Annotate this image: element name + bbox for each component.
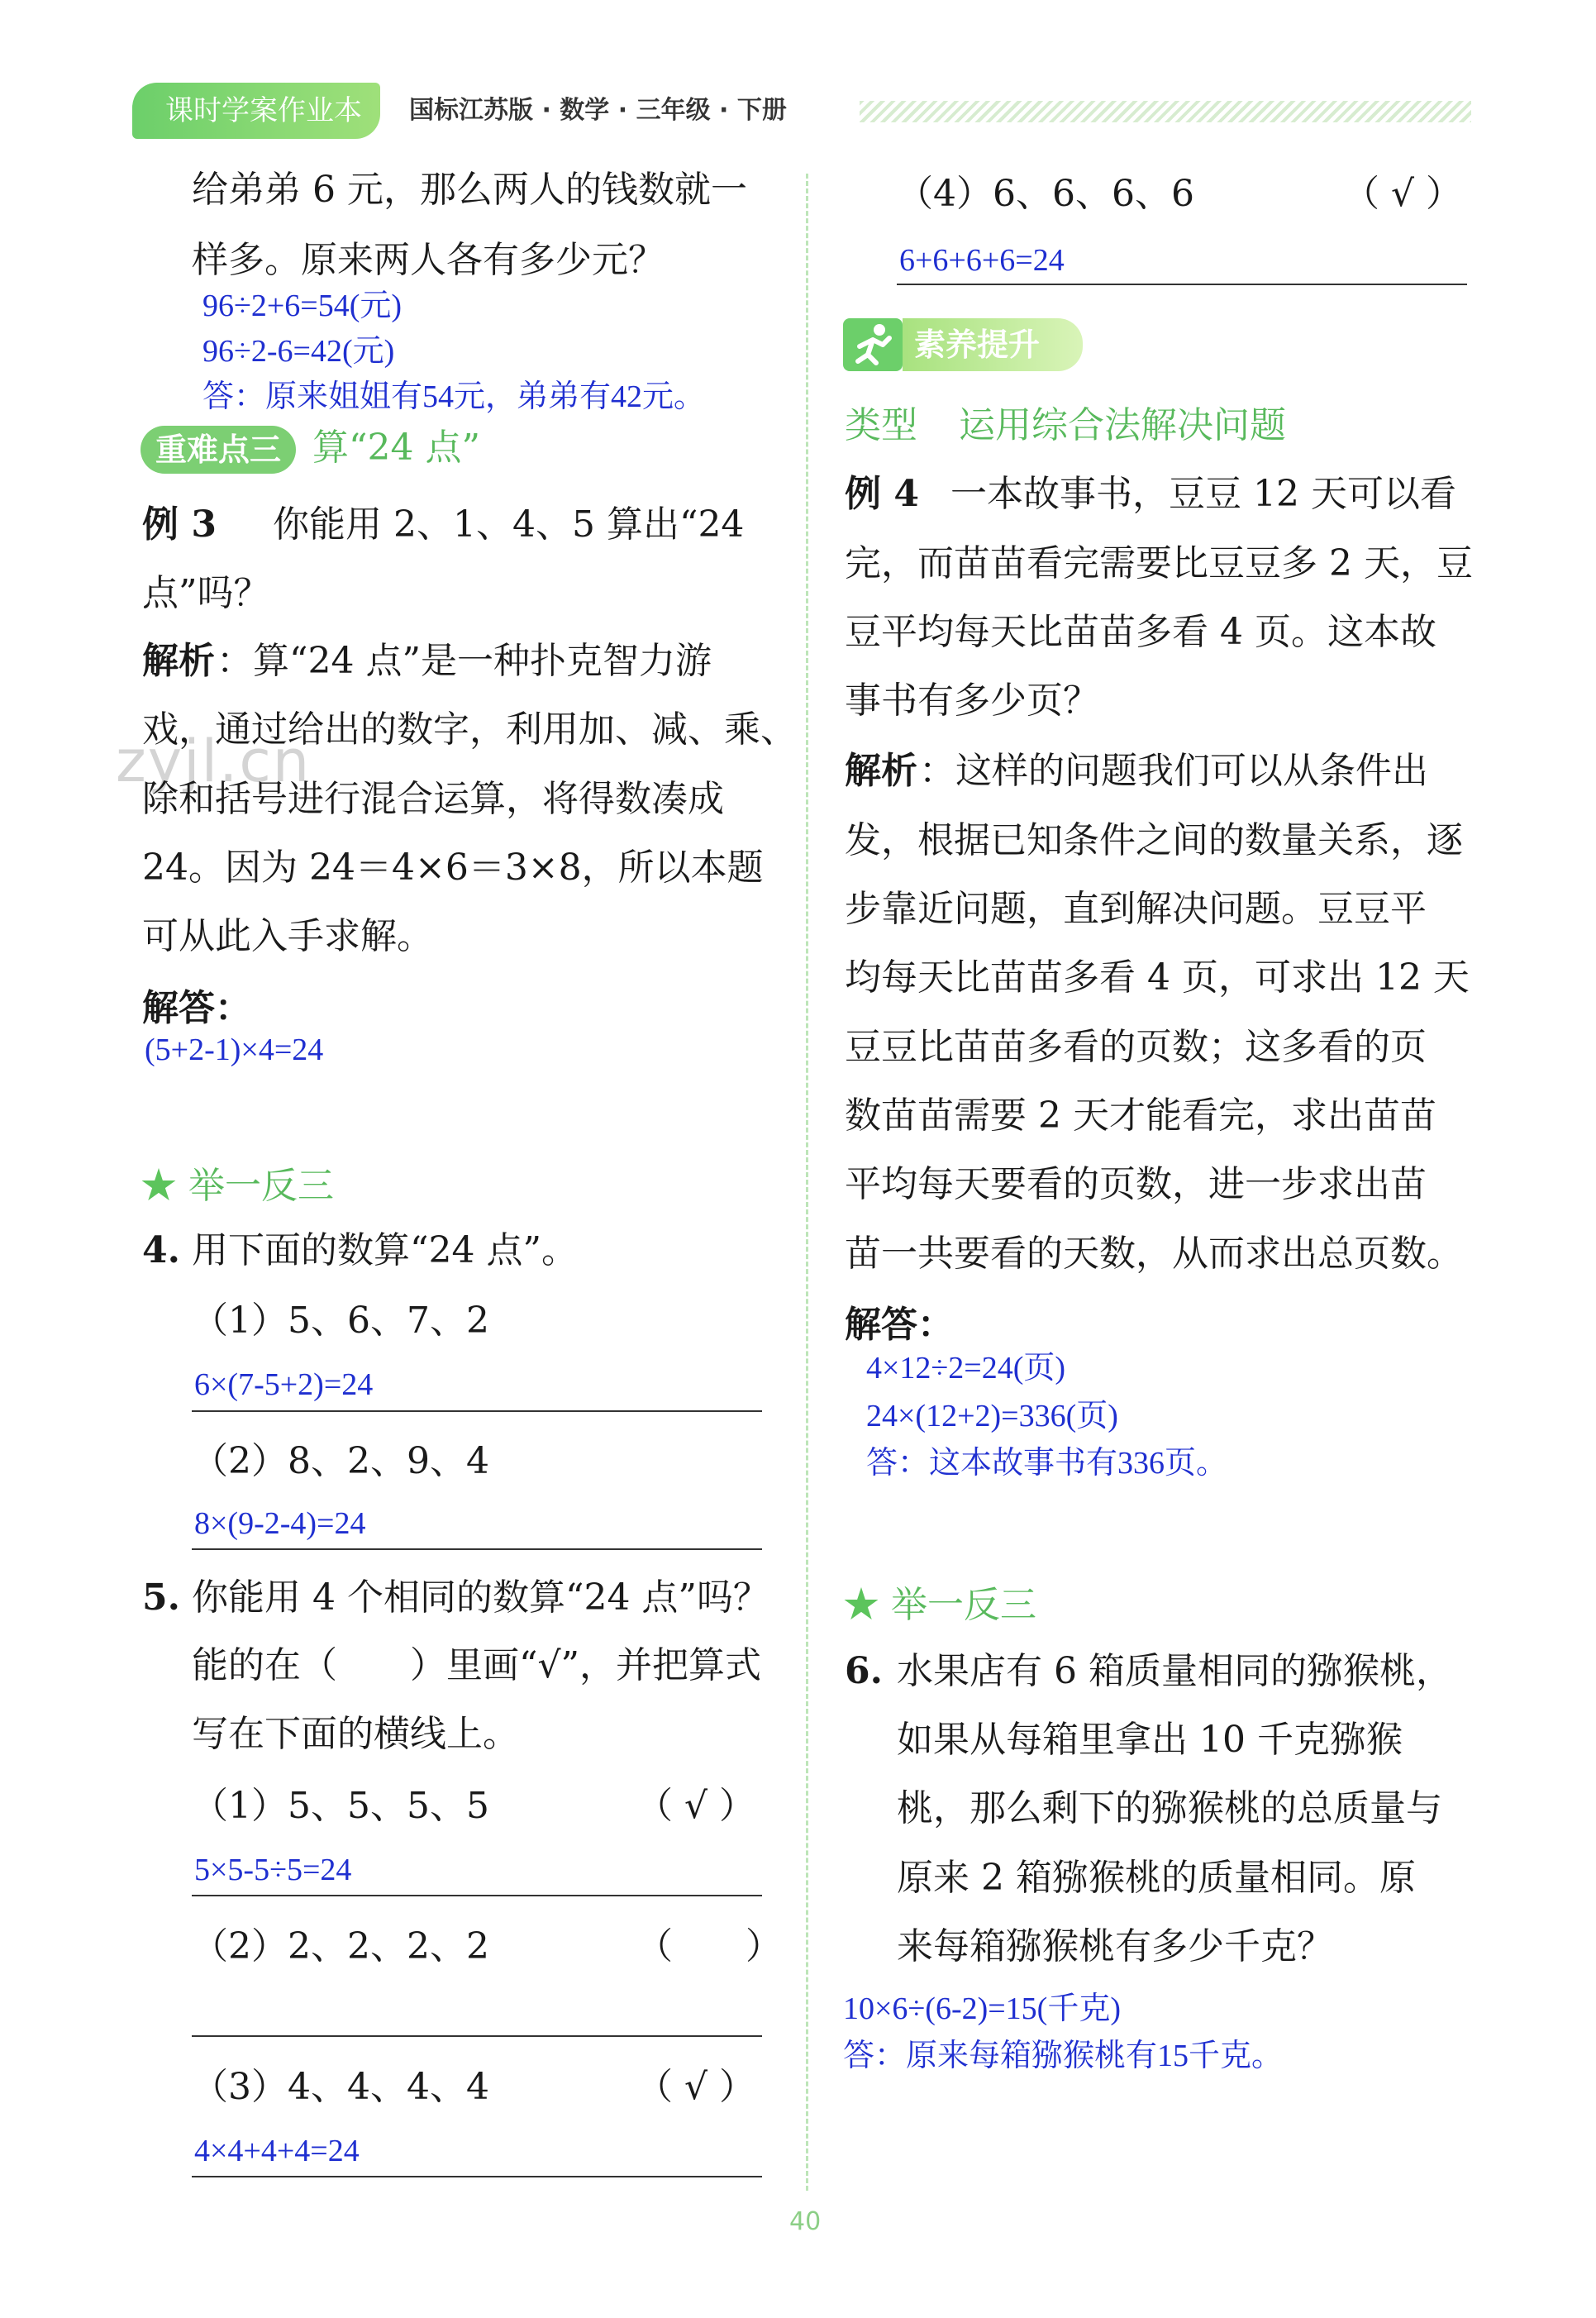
type-text: 运用综合法解决问题 xyxy=(959,404,1286,446)
q6-line1: 水果店有 6 箱质量相同的猕猴桃， xyxy=(897,1650,1452,1692)
series-tab: 课时学案作业本 xyxy=(132,83,380,139)
section3-badge: 重难点三 xyxy=(141,426,296,474)
answer4-label: 解答： xyxy=(845,1304,954,1346)
analysis4-line8: 苗一共要看的天数，从而求出总页数。 xyxy=(845,1233,1463,1275)
example4-answer-2: 24×(12+2)=336(页) xyxy=(866,1399,1118,1433)
star-icon: ★ xyxy=(141,1165,177,1207)
analysis4-label: 解析 xyxy=(845,750,917,792)
analysis4-line7: 平均每天要看的页数，进一步求出苗 xyxy=(845,1163,1427,1205)
example4-label: 例 4 xyxy=(845,473,919,515)
q5-number: 5. xyxy=(142,1576,180,1619)
q4-1-numbers: （1）5、6、7、2 xyxy=(192,1300,489,1342)
q4-2-answer: 8×(9-2-4)=24 xyxy=(194,1506,366,1541)
q4-text: 用下面的数算“24 点”。 xyxy=(192,1229,578,1271)
watermark: zyjl.cn xyxy=(116,727,312,795)
practice-heading: ★ 举一反三 xyxy=(141,1165,334,1207)
q4-number: 4. xyxy=(142,1229,180,1271)
section-badge: 素养提升 xyxy=(903,318,1083,371)
example4-line1: 一本故事书，豆豆 12 天可以看 xyxy=(950,473,1456,515)
example3-line2: 点”吗？ xyxy=(142,572,270,614)
analysis-line3: 除和括号进行混合运算，将得数凑成 xyxy=(142,778,724,820)
page-number: 40 xyxy=(789,2207,822,2236)
q6-line3: 桃，那么剩下的猕猴桃的总质量与 xyxy=(897,1787,1442,1829)
example4-line4: 事书有多少页？ xyxy=(845,680,1099,722)
example3-label: 例 3 xyxy=(142,503,217,546)
analysis-line2: 戏，通过给出的数字，利用加、减、乘、 xyxy=(142,708,797,751)
q4-1-answer: 6×(7-5+2)=24 xyxy=(194,1367,374,1402)
analysis-line4: 24。因为 24＝4×6＝3×8，所以本题 xyxy=(142,847,764,889)
q5-4-checkbox[interactable]: （ √ ） xyxy=(1343,173,1463,215)
book-title: 国标江苏版 · 数学 · 三年级 · 下册 xyxy=(409,96,787,125)
example4-answer-1: 4×12÷2=24(页) xyxy=(866,1351,1066,1386)
prev-answer-1: 96÷2+6=54(元) xyxy=(202,289,403,323)
q5-1-answer: 5×5-5÷5=24 xyxy=(194,1853,352,1887)
q6-answer-1: 10×6÷(6-2)=15(千克) xyxy=(843,1991,1121,2026)
example3-answer: (5+2-1)×4=24 xyxy=(145,1033,324,1067)
q4-1-answer-line xyxy=(192,1410,762,1412)
q5-2-answer-line xyxy=(192,2035,762,2037)
q5-4-answer: 6+6+6+6=24 xyxy=(899,243,1065,278)
q5-line2: 能的在（ ）里画“√”，并把算式 xyxy=(192,1644,762,1686)
prev-answer-3: 答：原来姐姐有54元，弟弟有42元。 xyxy=(202,379,706,414)
q5-1-answer-line xyxy=(192,1895,762,1896)
q5-2-numbers: （2）2、2、2、2 xyxy=(192,1925,489,1967)
q5-3-answer: 4×4+4+4=24 xyxy=(194,2134,360,2168)
analysis4-line2: 发，根据已知条件之间的数量关系，逐 xyxy=(845,819,1463,861)
q6-line4: 原来 2 箱猕猴桃的质量相同。原 xyxy=(897,1857,1416,1899)
analysis-label: 解析 xyxy=(142,640,215,682)
prev-answer-2: 96÷2-6=42(元) xyxy=(202,334,395,369)
q6-line5: 来每箱猕猴桃有多少千克？ xyxy=(897,1925,1333,1967)
example3-line1: 你能用 2、1、4、5 算出“24 xyxy=(273,503,745,546)
q5-2-checkbox[interactable]: （ ） xyxy=(636,1925,782,1967)
q6-number: 6. xyxy=(845,1650,883,1692)
problem-continuation-line1: 给弟弟 6 元，那么两人的钱数就一 xyxy=(192,169,747,211)
type-label: 类型 xyxy=(845,404,917,446)
column-divider xyxy=(806,174,808,2191)
example4-line3: 豆平均每天比苗苗多看 4 页。这本故 xyxy=(845,611,1436,653)
q5-1-numbers: （1）5、5、5、5 xyxy=(192,1785,489,1827)
q5-3-checkbox[interactable]: （ √ ） xyxy=(636,2066,756,2108)
q5-3-numbers: （3）4、4、4、4 xyxy=(192,2066,489,2108)
problem-continuation-line2: 样多。原来两人各有多少元？ xyxy=(192,239,665,281)
q6-line2: 如果从每箱里拿出 10 千克猕猴 xyxy=(897,1719,1403,1761)
q5-3-answer-line xyxy=(192,2176,762,2177)
analysis4-line1: ：这样的问题我们可以从条件出 xyxy=(919,750,1428,792)
example4-line2: 完，而苗苗看完需要比豆豆多 2 天，豆 xyxy=(845,542,1473,584)
analysis4-line5: 豆豆比苗苗多看的页数；这多看的页 xyxy=(845,1026,1427,1068)
star-icon: ★ xyxy=(843,1584,879,1626)
q4-2-numbers: （2）8、2、9、4 xyxy=(192,1440,489,1482)
analysis-line5: 可从此入手求解。 xyxy=(142,915,433,957)
section3-title: 算“24 点” xyxy=(312,427,480,469)
runner-icon xyxy=(843,318,903,371)
analysis4-line4: 均每天比苗苗多看 4 页，可求出 12 天 xyxy=(845,956,1470,999)
analysis4-line6: 数苗苗需要 2 天才能看完，求出苗苗 xyxy=(845,1095,1436,1137)
answer-label: 解答： xyxy=(142,987,251,1029)
q5-line1: 你能用 4 个相同的数算“24 点”吗？ xyxy=(192,1576,769,1619)
practice-heading-2: ★ 举一反三 xyxy=(843,1584,1036,1626)
q6-answer-2: 答：原来每箱猕猴桃有15千克。 xyxy=(843,2039,1284,2073)
example4-answer-3: 答：这本故事书有336页。 xyxy=(866,1446,1228,1481)
analysis4-line3: 步靠近问题，直到解决问题。豆豆平 xyxy=(845,888,1427,930)
analysis-line1: ：算“24 点”是一种扑克智力游 xyxy=(217,640,712,682)
q5-4-numbers: （4）6、6、6、6 xyxy=(897,173,1194,215)
q5-line3: 写在下面的横线上。 xyxy=(192,1713,519,1755)
q5-4-answer-line xyxy=(897,284,1467,285)
header-stripe xyxy=(860,101,1471,122)
q5-1-checkbox[interactable]: （ √ ） xyxy=(636,1785,756,1827)
q4-2-answer-line xyxy=(192,1548,762,1550)
